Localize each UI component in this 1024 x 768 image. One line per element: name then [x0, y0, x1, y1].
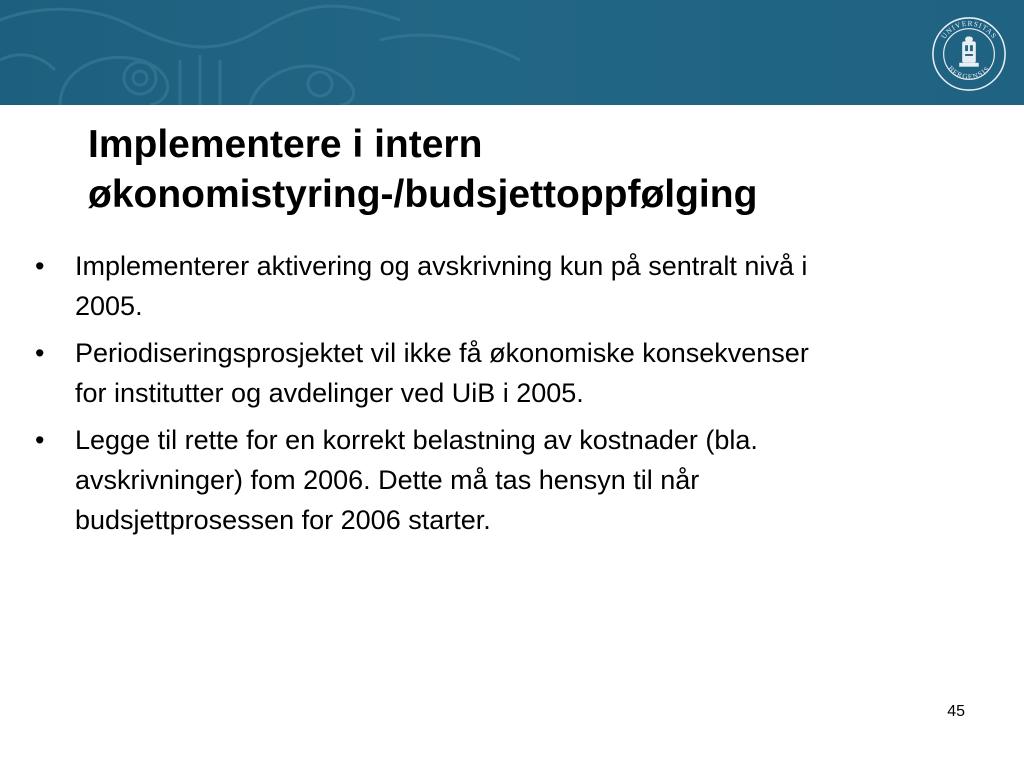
- svg-text:BERGENSIS: BERGENSIS: [946, 63, 992, 82]
- slide-title: [88, 120, 988, 220]
- page-number: 45: [947, 703, 965, 720]
- bullet-line: Periodiseringsprosjektet vil ikke få økonomiske konsekvenser: [75, 338, 809, 368]
- bullet-line: for institutter og avdelinger ved UiB i 2005.: [75, 378, 584, 408]
- bullet-line: Legge til rette for en korrekt belastning av kostnader (bla.: [75, 425, 758, 455]
- bullet-line: avskrivninger) fom 2006. Dette må tas hensyn til når: [75, 465, 700, 495]
- bullet-line: budsjettprosessen for 2006 starter.: [75, 505, 491, 535]
- slide-title-line-1: Implementere i intern: [88, 123, 483, 166]
- bullet-list: [35, 246, 1010, 547]
- bullet-item: [35, 420, 1010, 540]
- bullet-item: [35, 246, 1010, 326]
- svg-text:UNIVERSITAS: UNIVERSITAS: [939, 18, 999, 41]
- university-seal-icon: [930, 15, 1008, 93]
- header-band: [0, 0, 1024, 105]
- bullet-marker: •: [35, 338, 45, 368]
- bullet-marker: •: [35, 425, 45, 455]
- bullet-item: [35, 333, 1010, 413]
- bullet-marker: •: [35, 251, 45, 281]
- slide-title-line-2: økonomistyring-/budsjettoppfølging: [88, 173, 758, 216]
- bullet-line: 2005.: [75, 291, 143, 321]
- column-capital-ornament: [0, 0, 560, 105]
- bullet-line: Implementerer aktivering og avskrivning kun på sentralt nivå i: [75, 251, 808, 281]
